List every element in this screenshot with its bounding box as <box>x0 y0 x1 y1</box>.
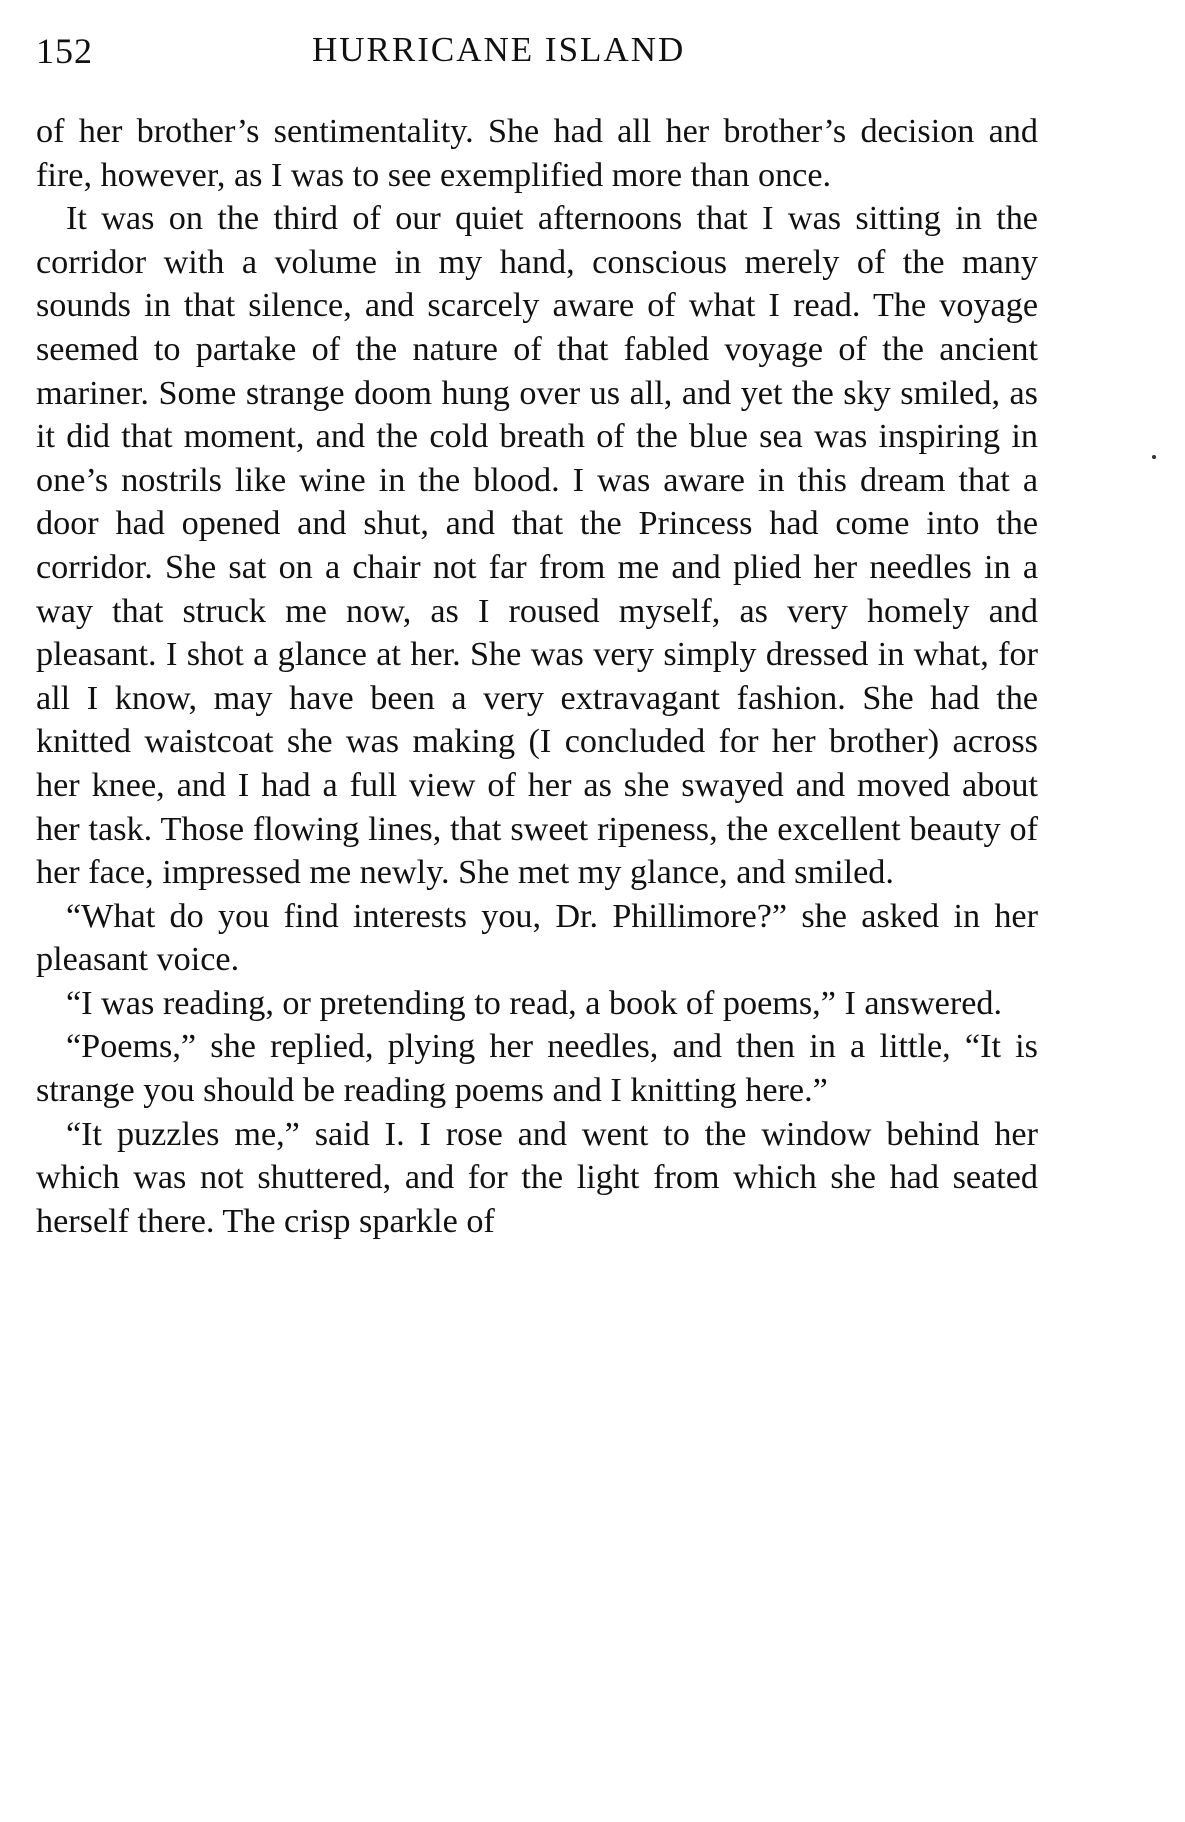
body-text <box>36 110 1038 1243</box>
paragraph: “It puzzles me,” said I. I rose and went to the window behind her which was not shuttered, and for the light from which she had seated herself there. The crisp sparkle of <box>36 1115 1038 1240</box>
page-number: 152 <box>36 31 93 71</box>
paragraph: “What do you find interests you, Dr. Phillimore?” she asked in her pleasant voice. <box>36 897 1038 979</box>
paragraph: “I was reading, or pretending to read, a book of poems,” I answered. <box>66 984 1003 1022</box>
paragraph: “Poems,” she replied, plying her needles, and then in a little, “It is strange you should be reading poems and I knitting here.” <box>36 1028 1038 1110</box>
paragraph: It was on the third of our quiet afternoons that I was sitting in the corridor with a volume in my hand, conscious merely of the many sounds in that silence, and scarcely aware of what I read. The voyage seemed to partake of the nature of that fabled voyage of the ancient mariner. Some strange doom hung over us all, and yet the sky smiled, as it did that moment, and the cold breath of the blue sea was inspiring in one’s nostrils like wine in the blood. I was aware in this dream that a door had opened and shut, and that the Princess had come into the corridor. She sat on a chair not far from me and plied her needles in a way that struck me now, as I roused myself, as very homely and pleasant. I shot a glance at her. She was very simply dressed in what, for all I know, may have been a very extravagant fashion. She had the knitted waistcoat she was making (I concluded for her brother) across her knee, and I had a full view of her as she swayed and moved about her task. Those flowing lines, that sweet ripeness, the excellent beauty of her face, impressed me newly. She met my glance, and smiled. <box>36 200 1038 892</box>
margin-speck <box>1152 455 1156 459</box>
page-header <box>36 30 1036 80</box>
paragraph-continuation: of her brother’s sentimentality. She had all her brother’s decision and fire, however, as I was to see exemplified more than once. <box>36 113 1038 194</box>
running-head: HURRICANE ISLAND <box>312 30 686 69</box>
